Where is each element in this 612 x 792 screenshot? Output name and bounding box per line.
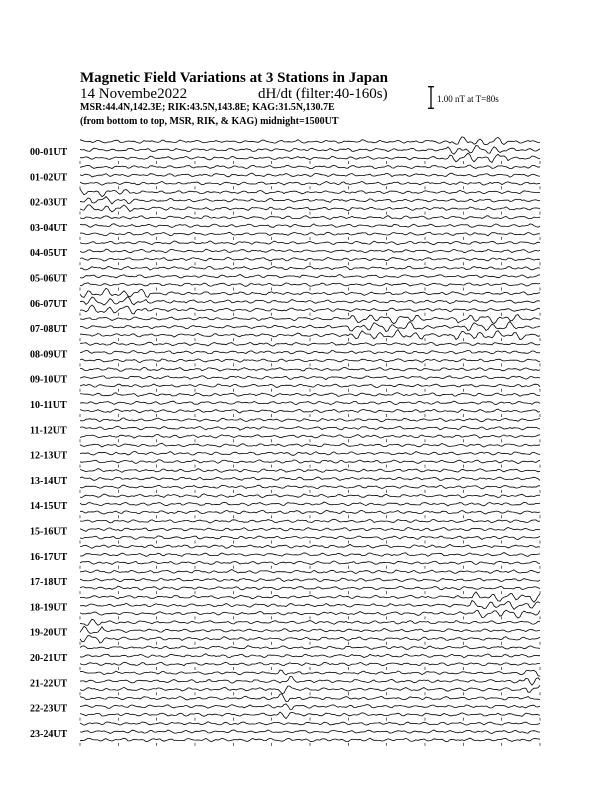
trace-kag (80, 544, 540, 548)
trace-kag (80, 646, 540, 650)
row-label: 15-16UT (30, 526, 68, 538)
chart-measure: dH/dt (filter:40-160s) (258, 86, 388, 102)
trace-rik (80, 527, 540, 531)
trace-kag (80, 216, 540, 220)
trace-kag (80, 165, 540, 169)
trace-msr (80, 205, 540, 212)
row-label: 08-09UT (30, 349, 68, 361)
trace-rik (80, 477, 540, 480)
trace-rik (80, 376, 540, 380)
trace-kag (80, 722, 540, 726)
row-label: 16-17UT (30, 551, 68, 563)
row-label: 18-19UT (30, 602, 68, 614)
row-label: 09-10UT (30, 374, 68, 386)
trace-rik (80, 654, 540, 658)
trace-msr (80, 283, 540, 287)
row-label: 11-12UT (30, 425, 67, 437)
trace-msr (80, 485, 540, 489)
trace-rik (80, 249, 540, 253)
trace-kag (80, 137, 540, 145)
trace-msr (80, 409, 540, 413)
trace-rik (80, 730, 540, 734)
chart-title: Magnetic Field Variations at 3 Stations in Japan (80, 70, 388, 86)
trace-msr (80, 561, 540, 565)
row-label: 23-24UT (30, 728, 68, 740)
trace-rik (80, 677, 540, 686)
scale-label: 1.00 nT at T=80s (437, 94, 499, 104)
trace-msr (80, 510, 540, 514)
trace-msr (80, 257, 540, 261)
row-label: 00-01UT (30, 147, 68, 158)
trace-msr (80, 460, 540, 464)
row-label: 07-08UT (30, 324, 68, 336)
trace-kag (80, 570, 540, 574)
trace-kag (80, 266, 540, 270)
trace-msr (80, 305, 540, 314)
trace-rik (80, 553, 540, 557)
trace-rik (80, 275, 540, 279)
trace-msr (80, 586, 540, 590)
trace-msr (80, 232, 540, 236)
row-label: 20-21UT (30, 653, 68, 664)
trace-kag (80, 494, 540, 498)
trace-msr (80, 738, 540, 742)
row-label: 02-03UT (30, 197, 68, 209)
trace-msr (80, 662, 540, 666)
row-label: 21-22UT (30, 678, 68, 690)
trace-msr (80, 384, 540, 387)
trace-kag (80, 393, 540, 397)
trace-rik (80, 502, 540, 506)
trace-rik (80, 321, 540, 331)
row-label: 17-18UT (30, 577, 68, 589)
row-label: 05-06UT (30, 273, 68, 285)
trace-msr (80, 536, 540, 540)
trace-kag (80, 342, 540, 346)
trace-rik (80, 173, 540, 177)
trace-kag (80, 189, 540, 197)
trace-kag (80, 241, 540, 245)
trace-kag (80, 443, 540, 447)
trace-kag (80, 619, 540, 625)
trace-msr (80, 434, 540, 438)
row-label: 13-14UT (30, 475, 68, 487)
row-label: 06-07UT (30, 298, 68, 310)
row-label: 12-13UT (30, 450, 68, 462)
row-label: 19-20UT (30, 627, 68, 639)
trace-kag (80, 519, 540, 523)
trace-rik (80, 197, 540, 204)
trace-rik (80, 626, 540, 633)
station-order-note: (from bottom to top, MSR, RIK, & KAG) midnight=1500UT (80, 116, 339, 127)
trace-kag (80, 367, 540, 371)
row-label: 03-04UT (30, 222, 68, 234)
trace-rik (80, 426, 540, 430)
trace-kag (80, 418, 540, 422)
row-label: 10-11UT (30, 400, 67, 411)
row-label: 22-23UT (30, 703, 68, 715)
trace-kag (80, 315, 540, 324)
row-label: 04-05UT (30, 248, 68, 260)
trace-kag (80, 469, 540, 473)
row-label: 01-02UT (30, 172, 68, 184)
trace-kag (80, 670, 540, 676)
trace-rik (80, 578, 540, 582)
trace-msr (80, 359, 540, 363)
trace-rik (80, 704, 540, 710)
chart-date: 14 Novembe2022 (80, 86, 188, 102)
station-coords: MSR:44.4N,142.3E; RIK:43.5N,143.8E; KAG:31.5N,130.7E (80, 102, 335, 113)
trace-rik (80, 224, 540, 228)
trace-msr (80, 181, 540, 185)
trace-rik (80, 601, 540, 610)
trace-rik (80, 146, 540, 155)
trace-rik (80, 452, 540, 456)
row-label: 14-15UT (30, 501, 68, 513)
trace-rik (80, 350, 540, 354)
trace-rik (80, 401, 540, 405)
trace-rik (80, 297, 540, 306)
